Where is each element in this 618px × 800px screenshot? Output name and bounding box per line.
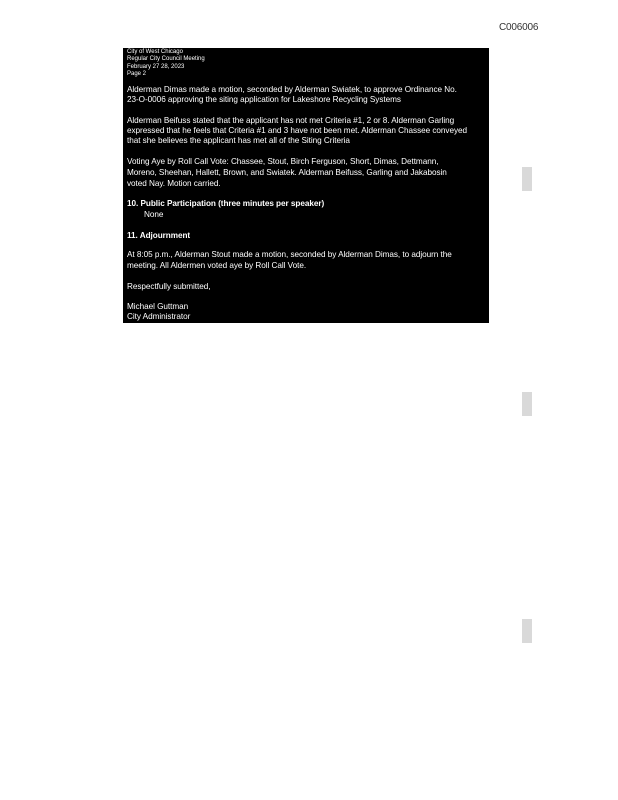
- scan-margin-mark: [522, 392, 532, 416]
- header-page: Page 2: [127, 70, 147, 77]
- criteria-paragraph-line-1: Alderman Beifuss stated that the applicant has not met Criteria #1, 2 or 8. Alderman Garling: [127, 116, 455, 125]
- criteria-paragraph-line-3: that she believes the applicant has met all of the Siting Criteria: [127, 136, 350, 145]
- signer-title: City Administrator: [127, 312, 191, 321]
- motion-paragraph-line-2: 23-O-0006 approving the siting application for Lakeshore Recycling Systems: [127, 95, 401, 104]
- section-10-heading: 10. Public Participation (three minutes per speaker): [127, 199, 325, 208]
- signer-name: Michael Guttman: [127, 302, 189, 311]
- scan-margin-mark: [522, 619, 532, 643]
- vote-paragraph-line-3: voted Nay. Motion carried.: [127, 179, 221, 188]
- header-city: City of West Chicago: [127, 49, 183, 55]
- header-date: February 27 28, 2023: [127, 63, 185, 70]
- header-meeting: Regular City Council Meeting: [127, 56, 205, 63]
- motion-paragraph-line-1: Alderman Dimas made a motion, seconded by Alderman Swiatek, to approve Ordinance No.: [127, 85, 457, 94]
- scanned-page-block: [123, 48, 489, 323]
- scan-margin-mark: [522, 167, 532, 191]
- section-11-heading: 11. Adjournment: [127, 231, 191, 240]
- document-id: C006006: [499, 22, 539, 33]
- closing-line: Respectfully submitted,: [127, 282, 211, 291]
- section-10-body: None: [144, 210, 164, 219]
- vote-paragraph-line-2: Moreno, Sheehan, Hallett, Brown, and Swiatek. Alderman Beifuss, Garling and Jakabosin: [127, 168, 447, 177]
- criteria-paragraph-line-2: expressed that he feels that Criteria #1 and 3 have not been met. Alderman Chassee conveyed: [127, 126, 467, 135]
- vote-paragraph-line-1: Voting Aye by Roll Call Vote: Chassee, Stout, Birch Ferguson, Short, Dimas, Dettmann,: [127, 157, 439, 166]
- page-header: [127, 49, 205, 78]
- adjourn-paragraph-line-2: meeting. All Aldermen voted aye by Roll Call Vote.: [127, 261, 307, 270]
- adjourn-paragraph-line-1: At 8:05 p.m., Alderman Stout made a motion, seconded by Alderman Dimas, to adjourn the: [127, 250, 452, 259]
